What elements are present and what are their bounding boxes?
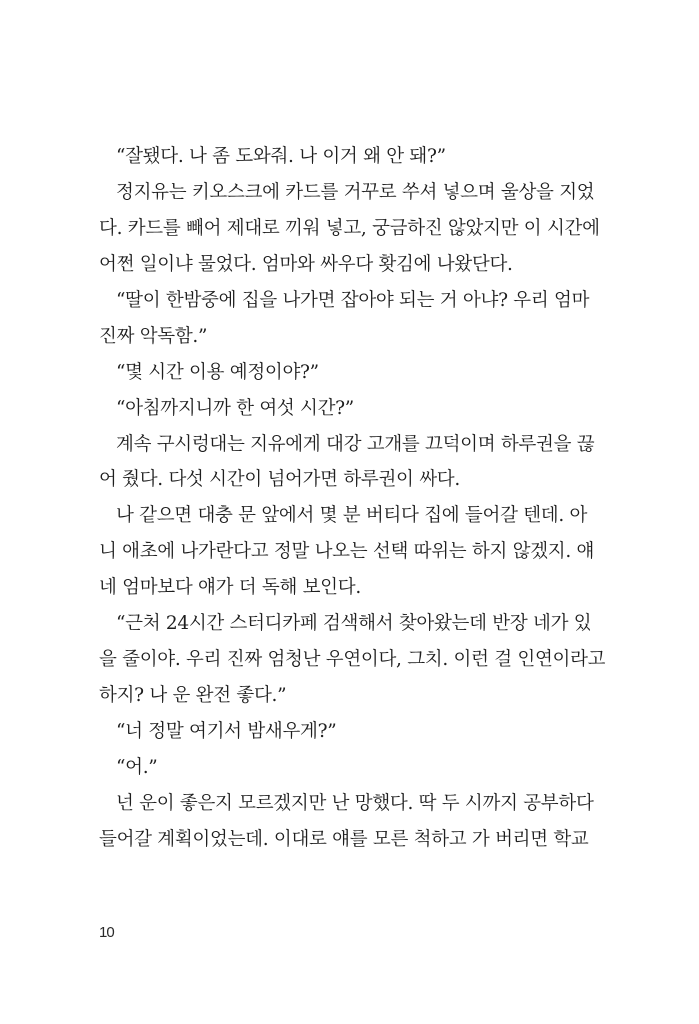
text-line: 니 애초에 나가란다고 정말 나오는 선택 따위는 하지 않겠지. 얘 bbox=[99, 541, 595, 563]
text-line: “어.” bbox=[116, 756, 158, 778]
text-line: 진짜 악독함.” bbox=[99, 325, 208, 347]
text-line: “딸이 한밤중에 집을 나가면 잡아야 되는 거 아냐? 우리 엄마 bbox=[116, 289, 590, 311]
page-number: 10 bbox=[99, 924, 114, 941]
text-line: 계속 구시렁대는 지유에게 대강 고개를 끄덕이며 하루권을 끊 bbox=[116, 433, 595, 455]
text-line: “근처 24시간 스터디카페 검색해서 찾아왔는데 반장 네가 있 bbox=[116, 613, 592, 635]
text-line: “너 정말 여기서 밤새우게?” bbox=[116, 721, 337, 742]
text-line: 을 줄이야. 우리 진짜 엄청난 우연이다, 그치. 이런 걸 인연이라고 bbox=[99, 649, 606, 671]
text-line: 다. 카드를 빼어 제대로 끼워 넣고, 궁금하진 않았지만 이 시간에 bbox=[99, 217, 600, 239]
text-line: 어쩐 일이냐 물었다. 엄마와 싸우다 홧김에 나왔단다. bbox=[99, 253, 513, 275]
text-line: 나 같으면 대충 문 앞에서 몇 분 버티다 집에 들어갈 텐데. 아 bbox=[116, 505, 588, 527]
text-line: 넌 운이 좋은지 모르겠지만 난 망했다. 딱 두 시까지 공부하다 bbox=[116, 792, 594, 814]
text-line: 네 엄마보다 얘가 더 독해 보인다. bbox=[99, 577, 361, 599]
body-text bbox=[99, 142, 606, 861]
text-line: “아침까지니까 한 여섯 시간?” bbox=[116, 397, 354, 419]
text-line: 하지? 나 운 완전 좋다.” bbox=[99, 685, 287, 707]
text-line: “몇 시간 이용 예정이야?” bbox=[116, 361, 319, 383]
text-line: 어 줬다. 다섯 시간이 넘어가면 하루권이 싸다. bbox=[99, 469, 460, 491]
text-line: 정지유는 키오스크에 카드를 거꾸로 쑤셔 넣으며 울상을 지었 bbox=[116, 181, 595, 203]
text-line: “잘됐다. 나 좀 도와줘. 나 이거 왜 안 돼?” bbox=[116, 146, 446, 167]
text-line: 들어갈 계획이었는데. 이대로 얘를 모른 척하고 가 버리면 학교 bbox=[99, 828, 589, 850]
